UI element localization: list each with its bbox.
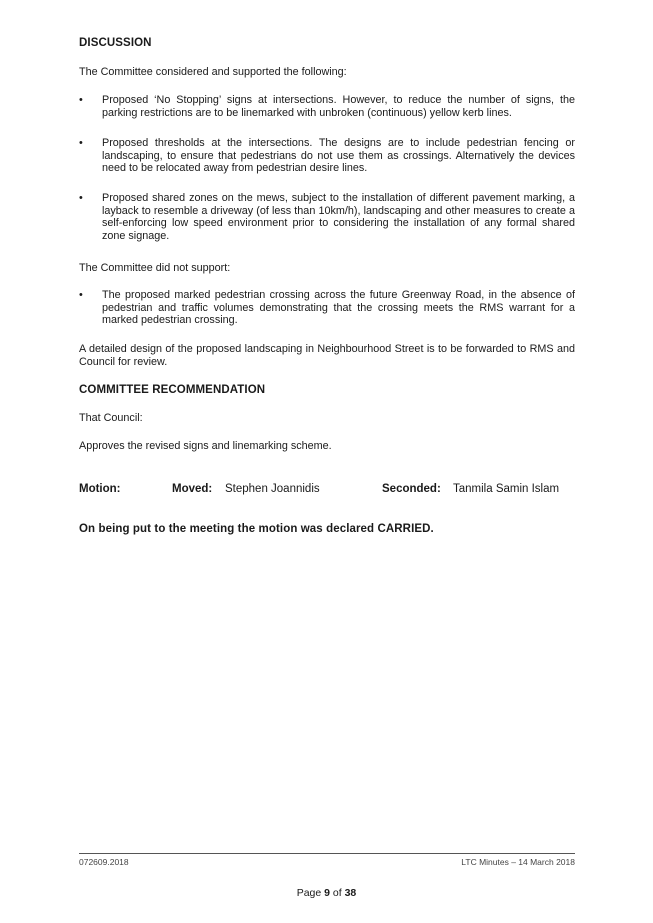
- motion-label: Motion:: [79, 483, 121, 495]
- bullet-icon: •: [79, 94, 83, 106]
- not-supported-intro: The Committee did not support:: [79, 262, 231, 274]
- footer-doc-id: 072609.2018: [79, 857, 129, 867]
- list-item-text: Proposed shared zones on the mews, subject to the installation of different pavement marking, a layback to resemble a driveway (of less than 10km/h), landscaping and other measures to create a self-enforcing low speed environment prior to considering the installation of any formal shared zone signage.: [102, 192, 575, 242]
- landscaping-note: A detailed design of the proposed landscaping in Neighbourhood Street is to be forwarded to RMS and Council for review.: [79, 343, 575, 368]
- discussion-intro: The Committee considered and supported the following:: [79, 66, 347, 78]
- recommendation-text: Approves the revised signs and linemarking scheme.: [79, 440, 332, 452]
- seconded-by-name: Tanmila Samin Islam: [453, 483, 560, 495]
- footer-doc-title: LTC Minutes – 14 March 2018: [461, 857, 575, 867]
- list-item-text: The proposed marked pedestrian crossing across the future Greenway Road, in the absence of pedestrian and traffic volumes demonstrating that the crossing meets the RMS warrant for a marked pedestrian crossing.: [102, 289, 575, 327]
- footer-divider: [79, 853, 575, 854]
- page-prefix: Page: [296, 887, 325, 899]
- moved-label: Moved:: [172, 483, 213, 495]
- list-item-text: Proposed thresholds at the intersections. The designs are to include pedestrian fencing or landscaping, to ensure that pedestrians do not use them as crossings. Alternatively the devices need to be relocated away from pedestrian desire lines.: [102, 137, 575, 175]
- seconded-label: Seconded:: [382, 483, 441, 495]
- moved-by-name: Stephen Joannidis: [225, 483, 320, 495]
- page-total: 38: [344, 887, 357, 899]
- page-of: of: [330, 887, 345, 899]
- page-current: 9: [324, 887, 330, 899]
- page-number: [0, 887, 653, 899]
- bullet-icon: •: [79, 289, 83, 301]
- bullet-icon: •: [79, 137, 83, 149]
- list-item-text: Proposed ‘No Stopping’ signs at intersections. However, to reduce the number of signs, the parking restrictions are to be linemarked with unbroken (continuous) yellow kerb lines.: [102, 94, 575, 119]
- bullet-icon: •: [79, 192, 83, 204]
- discussion-heading: DISCUSSION: [79, 37, 152, 49]
- that-council-text: That Council:: [79, 412, 143, 424]
- recommendation-heading: COMMITTEE RECOMMENDATION: [79, 384, 266, 396]
- motion-result: On being put to the meeting the motion was declared CARRIED.: [79, 523, 434, 535]
